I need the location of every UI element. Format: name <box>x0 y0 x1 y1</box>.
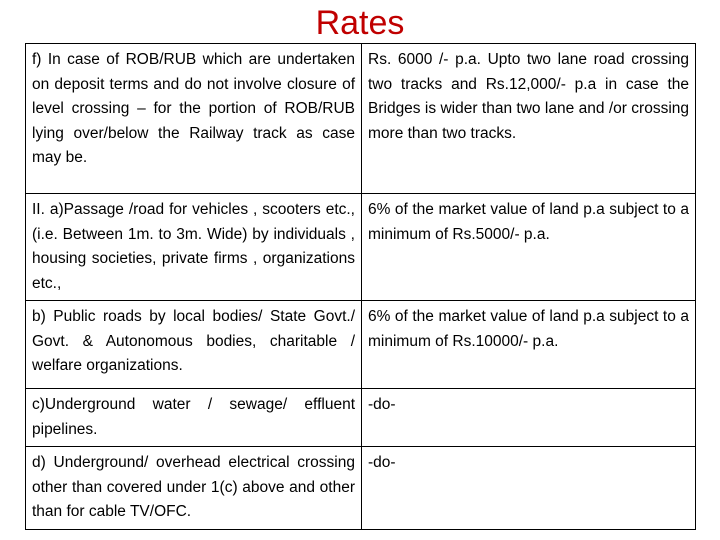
row-description: d) Underground/ overhead electrical crossing other than covered under 1(c) above and other than for cable TV/OFC. <box>26 447 362 530</box>
row-rate: -do- <box>362 389 696 447</box>
row-description: f) In case of ROB/RUB which are undertaken on deposit terms and do not involve closure of level crossing – for the portion of ROB/RUB lying over/below the Railway track as case may be. <box>26 44 362 194</box>
table-row <box>26 389 696 447</box>
row-description: c)Underground water / sewage/ effluent pipelines. <box>26 389 362 447</box>
row-rate: 6% of the market value of land p.a subject to a minimum of Rs.10000/- p.a. <box>362 301 696 389</box>
rates-table <box>25 43 696 530</box>
page-title: Rates <box>315 4 405 42</box>
row-rate: Rs. 6000 /- p.a. Upto two lane road crossing two tracks and Rs.12,000/- p.a in case the Bridges is wider than two lane and /or crossing more than two tracks. <box>362 44 696 194</box>
row-description: b) Public roads by local bodies/ State Govt./ Govt. & Autonomous bodies, charitable / welfare organizations. <box>26 301 362 389</box>
table-row <box>26 44 696 194</box>
row-description: II. a)Passage /road for vehicles , scooters etc., (i.e. Between 1m. to 3m. Wide) by individuals , housing societies, private firms , organizations etc., <box>26 194 362 301</box>
table-row <box>26 301 696 389</box>
row-rate: 6% of the market value of land p.a subject to a minimum of Rs.5000/- p.a. <box>362 194 696 301</box>
row-rate: -do- <box>362 447 696 530</box>
table-row <box>26 447 696 530</box>
table-row <box>26 194 696 301</box>
